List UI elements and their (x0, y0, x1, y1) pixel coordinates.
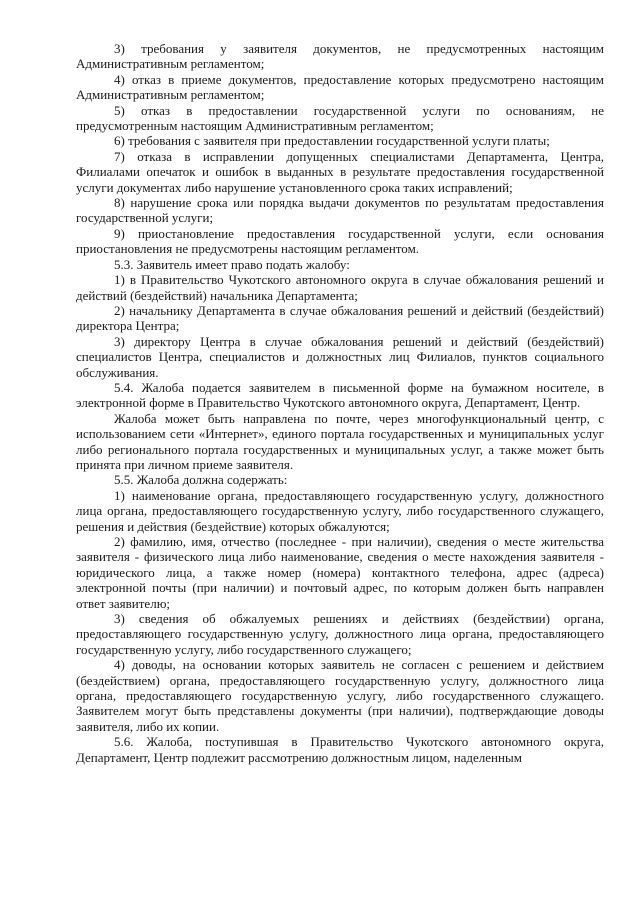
paragraph-5-5-item-3: 3) сведения об обжалуемых решениях и действиях (бездействии) органа, предоставляющего государственную услугу, должностного лица органа, предоставляющего государственную услугу, либо государственного служащего; (76, 611, 604, 657)
paragraph-section-5-4: 5.4. Жалоба подается заявителем в письменной форме на бумажном носителе, в электронной форме в Правительство Чукотского автономного округа, Департамент, Центр. (76, 379, 604, 411)
paragraph-section-5-5: 5.5. Жалоба должна содержать: (114, 472, 288, 488)
paragraph-5-3-item-2: 2) начальнику Департамента в случае обжалования решений и действий (бездействий) директора Центра; (76, 302, 604, 334)
paragraph-5-5-item-1: 1) наименование органа, предоставляющего государственную услугу, должностного лица органа, предоставляющего государственную услугу, либо государственного служащего, решения и действия (бездействие) которых обжалуются; (76, 487, 604, 534)
paragraph-5-4-submission: Жалоба может быть направлена по почте, через многофункциональный центр, с использованием сети «Интернет», единого портала государственных и муниципальных услуг либо регионального портала государственных и муниципальных услуг, а также может быть принята при личном приеме заявителя. (76, 410, 604, 472)
paragraph-section-5-6: 5.6. Жалоба, поступившая в Правительство Чукотского автономного округа, Департамент, Центр подлежит рассмотрению должностным лицом, наделенным (76, 734, 604, 765)
paragraph-item-9-suspension: 9) приостановление предоставления государственной услуги, если основания приостановления не предусмотрены настоящим регламентом. (76, 225, 604, 257)
paragraph-item-5-refusal-service: 5) отказ в предоставлении государственной услуги по основаниям, не предусмотренным настоящим Административным регламентом; (76, 102, 604, 134)
paragraph-item-6-fees: 6) требования с заявителя при предоставлении государственной услуги платы; (114, 133, 550, 149)
paragraph-5-3-item-3: 3) директору Центра в случае обжалования решений и действий (бездействий) специалистов Центра, специалистов и должностных лиц Филиалов, пунктов социального обслуживания. (76, 333, 604, 380)
paragraph-5-5-item-2: 2) фамилию, имя, отчество (последнее - при наличии), сведения о месте жительства заявителя - физического лица либо наименование, сведения о месте нахождения заявителя - юридического лица, а также номер (номера) контактного телефона, адрес (адреса) электронной почты (при наличии) и почтовый адрес, по которым должен быть направлен ответ заявителю; (76, 534, 604, 611)
paragraph-item-3-requirements: 3) требования у заявителя документов, не предусмотренных настоящим Административным регламентом; (76, 41, 604, 72)
paragraph-item-4-refusal: 4) отказ в приеме документов, предоставление которых предусмотрено настоящим Административным регламентом; (76, 71, 604, 103)
paragraph-5-5-item-4: 4) доводы, на основании которых заявитель не согласен с решением и действием (бездействием) органа, предоставляющего государственную услугу, должностного лица органа, предоставляющего государственную услугу, либо государственного служащего. Заявителем могут быть представлены документы (при наличии), подтверждающие доводы заявителя, либо их копии. (76, 657, 604, 734)
paragraph-item-8-deadline: 8) нарушение срока или порядка выдачи документов по результатам предоставления государственной услуги; (76, 195, 604, 226)
paragraph-section-5-3: 5.3. Заявитель имеет право подать жалобу: (114, 256, 350, 272)
document-body (76, 41, 604, 765)
paragraph-5-3-item-1: 1) в Правительство Чукотского автономного округа в случае обжалования решений и действий (бездействий) начальника Департамента; (76, 272, 604, 303)
paragraph-item-7-corrections: 7) отказа в исправлении допущенных специалистами Департамента, Центра, Филиалами опечаток и ошибок в выданных в результате предоставления государственной услуги документах либо нарушение установленного срока таких исправлений; (76, 148, 604, 195)
